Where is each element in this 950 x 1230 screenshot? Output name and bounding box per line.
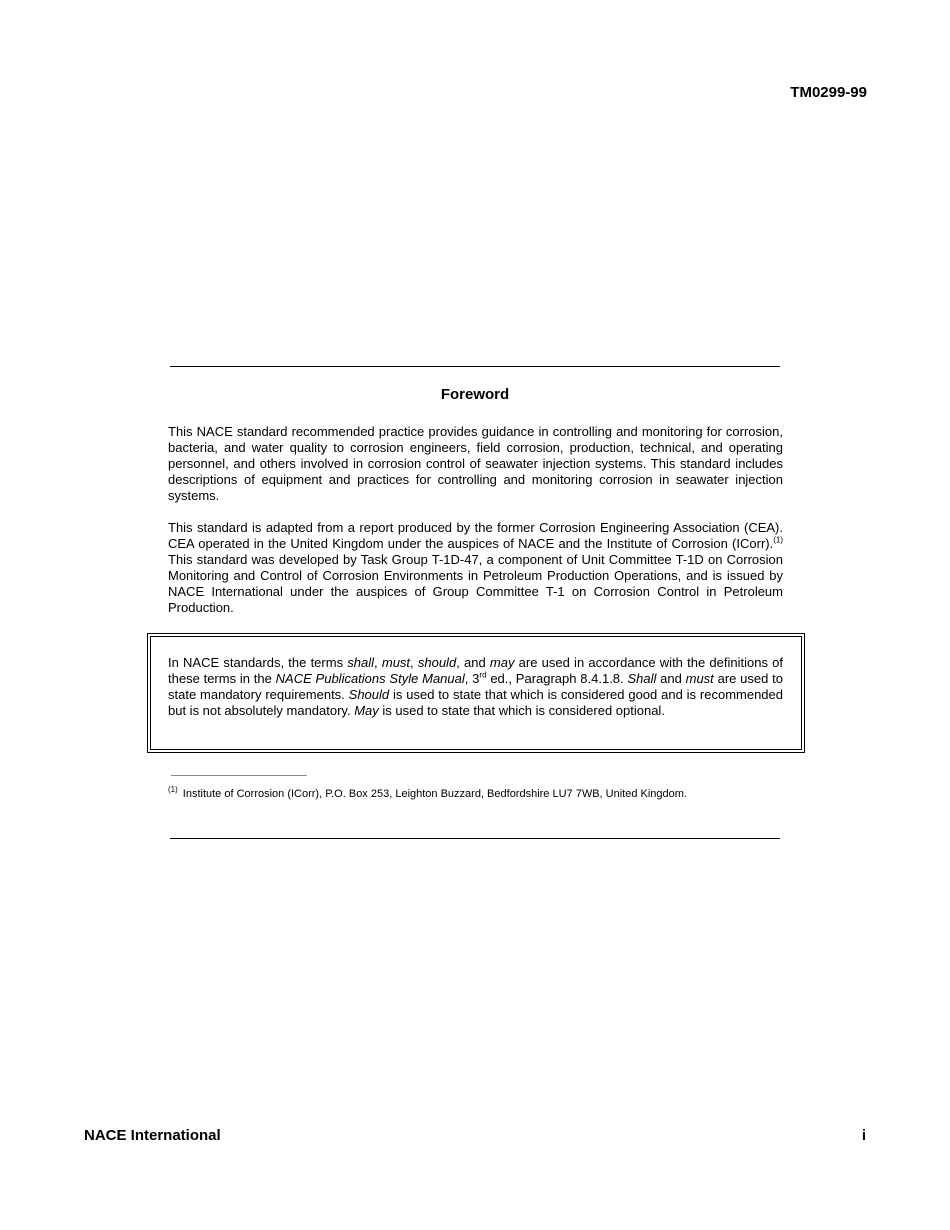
notice-text: , and <box>456 655 490 670</box>
notice-text: , <box>374 655 382 670</box>
notice-text: and <box>656 671 686 686</box>
term-shall-capital: Shall <box>627 671 657 686</box>
bottom-divider <box>170 838 780 839</box>
ordinal-suffix: rd <box>479 670 487 680</box>
terms-notice-text <box>168 655 783 719</box>
document-id: TM0299-99 <box>790 84 867 101</box>
page-number: i <box>861 1127 866 1144</box>
notice-text: In NACE standards, the terms <box>168 655 348 670</box>
notice-text: is used to state that which is considered optional. <box>378 703 665 718</box>
paragraph-2-text-a: This standard is adapted from a report produced by the former Corrosion Engineering Association (CEA). CEA operated in the United Kingdom under the auspices of NACE and the Institute of Corrosion (ICorr). <box>168 520 783 551</box>
footnote-text: Institute of Corrosion (ICorr), P.O. Box 253, Leighton Buzzard, Bedfordshire LU7 7WB, United Kingdom. <box>182 788 687 800</box>
top-divider <box>170 366 780 367</box>
footnote-separator <box>171 775 307 776</box>
notice-text: are used in accordance with the definitions of these terms in the <box>168 655 783 686</box>
notice-text: are used to state mandatory requirements. <box>168 671 783 702</box>
term-should: should <box>417 655 457 670</box>
term-must: must <box>381 655 411 670</box>
term-may-capital: May <box>354 703 379 718</box>
footnote-marker: (1) <box>168 785 178 795</box>
foreword-paragraph-2 <box>168 520 783 616</box>
notice-text: ed., Paragraph 8.4.1.8. <box>486 671 628 686</box>
term-must-2: must <box>685 671 714 686</box>
paragraph-2-text-b: This standard was developed by Task Group T-1D-47, a component of Unit Committee T-1D on Corrosion Monitoring and Control of Corrosion Environments in Petroleum Production Operations, and is issued by NACE International under the auspices of Group Committee T-1 on Corrosion Control in Petroleum Production. <box>168 552 783 615</box>
notice-text: is used to state that which is considered good and is recommended but is not absolutely mandatory. <box>168 687 783 718</box>
term-shall: shall <box>347 655 375 670</box>
footnote-reference[interactable]: (1) <box>773 535 783 545</box>
style-manual-title: NACE Publications Style Manual <box>275 671 465 686</box>
foreword-title: Foreword <box>440 386 510 403</box>
notice-text: , <box>410 655 418 670</box>
foreword-paragraph-1: This NACE standard recommended practice provides guidance in controlling and monitoring for corrosion, bacteria, and water quality to corrosion engineers, field corrosion, production, technical, and operating personnel, and others involved in corrosion control of seawater injection systems. This standard includes descriptions of equipment and practices for controlling and monitoring corrosion in seawater injection systems. <box>168 424 783 503</box>
footer-organization: NACE International <box>84 1127 221 1144</box>
term-should-capital: Should <box>348 687 390 702</box>
term-may: may <box>489 655 515 670</box>
footnote <box>168 787 687 801</box>
terms-notice-box <box>147 633 805 753</box>
notice-text: , 3 <box>464 671 480 686</box>
